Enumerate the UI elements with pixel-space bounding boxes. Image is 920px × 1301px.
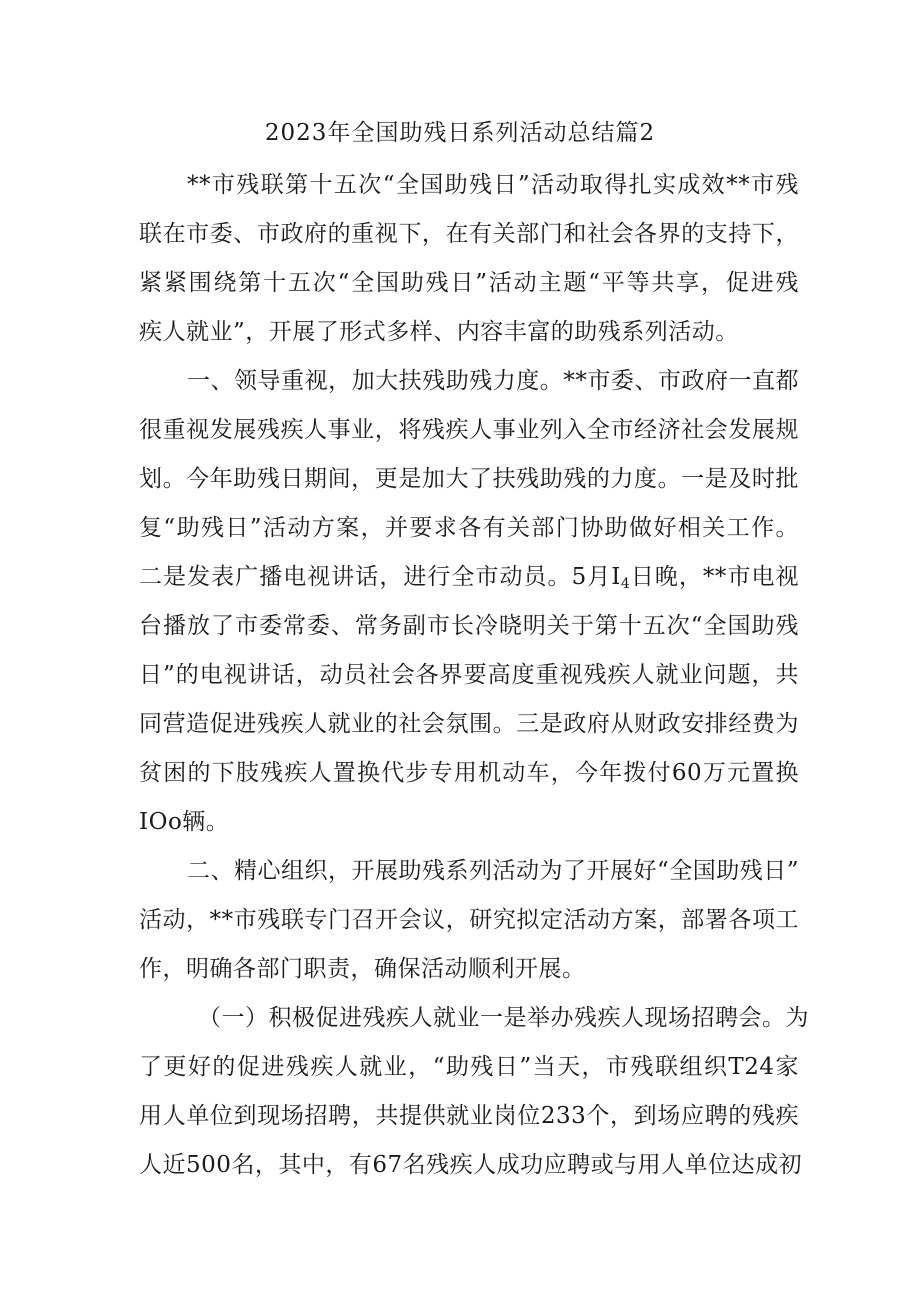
paragraph-line: IOo辆。 bbox=[139, 809, 230, 835]
paragraph-line: 日”的电视讲话，动员社会各界要高度重视残疾人就业问题，共 bbox=[139, 662, 799, 688]
paragraph-line: （一）积极促进残疾人就业一是举办残疾人现场招聘会。为 bbox=[198, 1005, 809, 1031]
line-segment: I bbox=[611, 564, 621, 590]
paragraph-line: 用人单位到现场招聘，共提供就业岗位233个，到场应聘的残疾 bbox=[139, 1103, 799, 1129]
line-segment: 二是发表广播电视讲话，进行全市动员。5月 bbox=[139, 564, 612, 590]
paragraph-line: 紧紧围绕第十五次“全国助残日”活动主题“平等共享，促进残 bbox=[139, 270, 799, 296]
line-segment: 日晚，**市电视 bbox=[630, 564, 799, 590]
paragraph-line bbox=[139, 560, 799, 594]
paragraph-line: 活动，**市残联专门召开会议，研究拟定活动方案，部署各项工 bbox=[139, 907, 799, 933]
paragraph-line: 作，明确各部门职责，确保活动顺利开展。 bbox=[139, 956, 586, 982]
paragraph-line: 了更好的促进残疾人就业，“助残日”当天，市残联组织T24家 bbox=[139, 1054, 799, 1080]
paragraph-line: 台播放了市委常委、常务副市长冷晓明关于第十五次“全国助残 bbox=[139, 613, 799, 639]
paragraph-line: 同营造促进残疾人就业的社会氛围。三是政府从财政安排经费为 bbox=[139, 711, 799, 737]
document-title: 2023年全国助残日系列活动总结篇2 bbox=[264, 120, 656, 146]
paragraph-line: 疾人就业”，开展了形式多样、内容丰富的助残系列活动。 bbox=[139, 319, 739, 345]
paragraph-line: 划。今年助残日期间，更是加大了扶残助残的力度。一是及时批 bbox=[139, 466, 799, 492]
paragraph-line: 联在市委、市政府的重视下，在有关部门和社会各界的支持下， bbox=[139, 221, 799, 247]
subscript: 4 bbox=[620, 576, 631, 592]
paragraph-line: 二、精心组织，开展助残系列活动为了开展好“全国助残日” bbox=[187, 858, 800, 884]
paragraph-line: 一、领导重视，加大扶残助残力度。**市委、市政府一直都 bbox=[187, 368, 799, 394]
paragraph-line: 复“助残日”活动方案，并要求各有关部门协助做好相关工作。 bbox=[139, 515, 799, 541]
paragraph-line: 很重视发展残疾人事业，将残疾人事业列入全市经济社会发展规 bbox=[139, 417, 799, 443]
paragraph-line: 人近500名，其中，有67名残疾人成功应聘或与用人单位达成初 bbox=[139, 1152, 803, 1178]
paragraph-line: 贫困的下肢残疾人置换代步专用机动车，今年拨付60万元置换 bbox=[139, 760, 799, 786]
paragraph-line: **市残联第十五次“全国助残日”活动取得扎实成效**市残 bbox=[187, 172, 799, 198]
